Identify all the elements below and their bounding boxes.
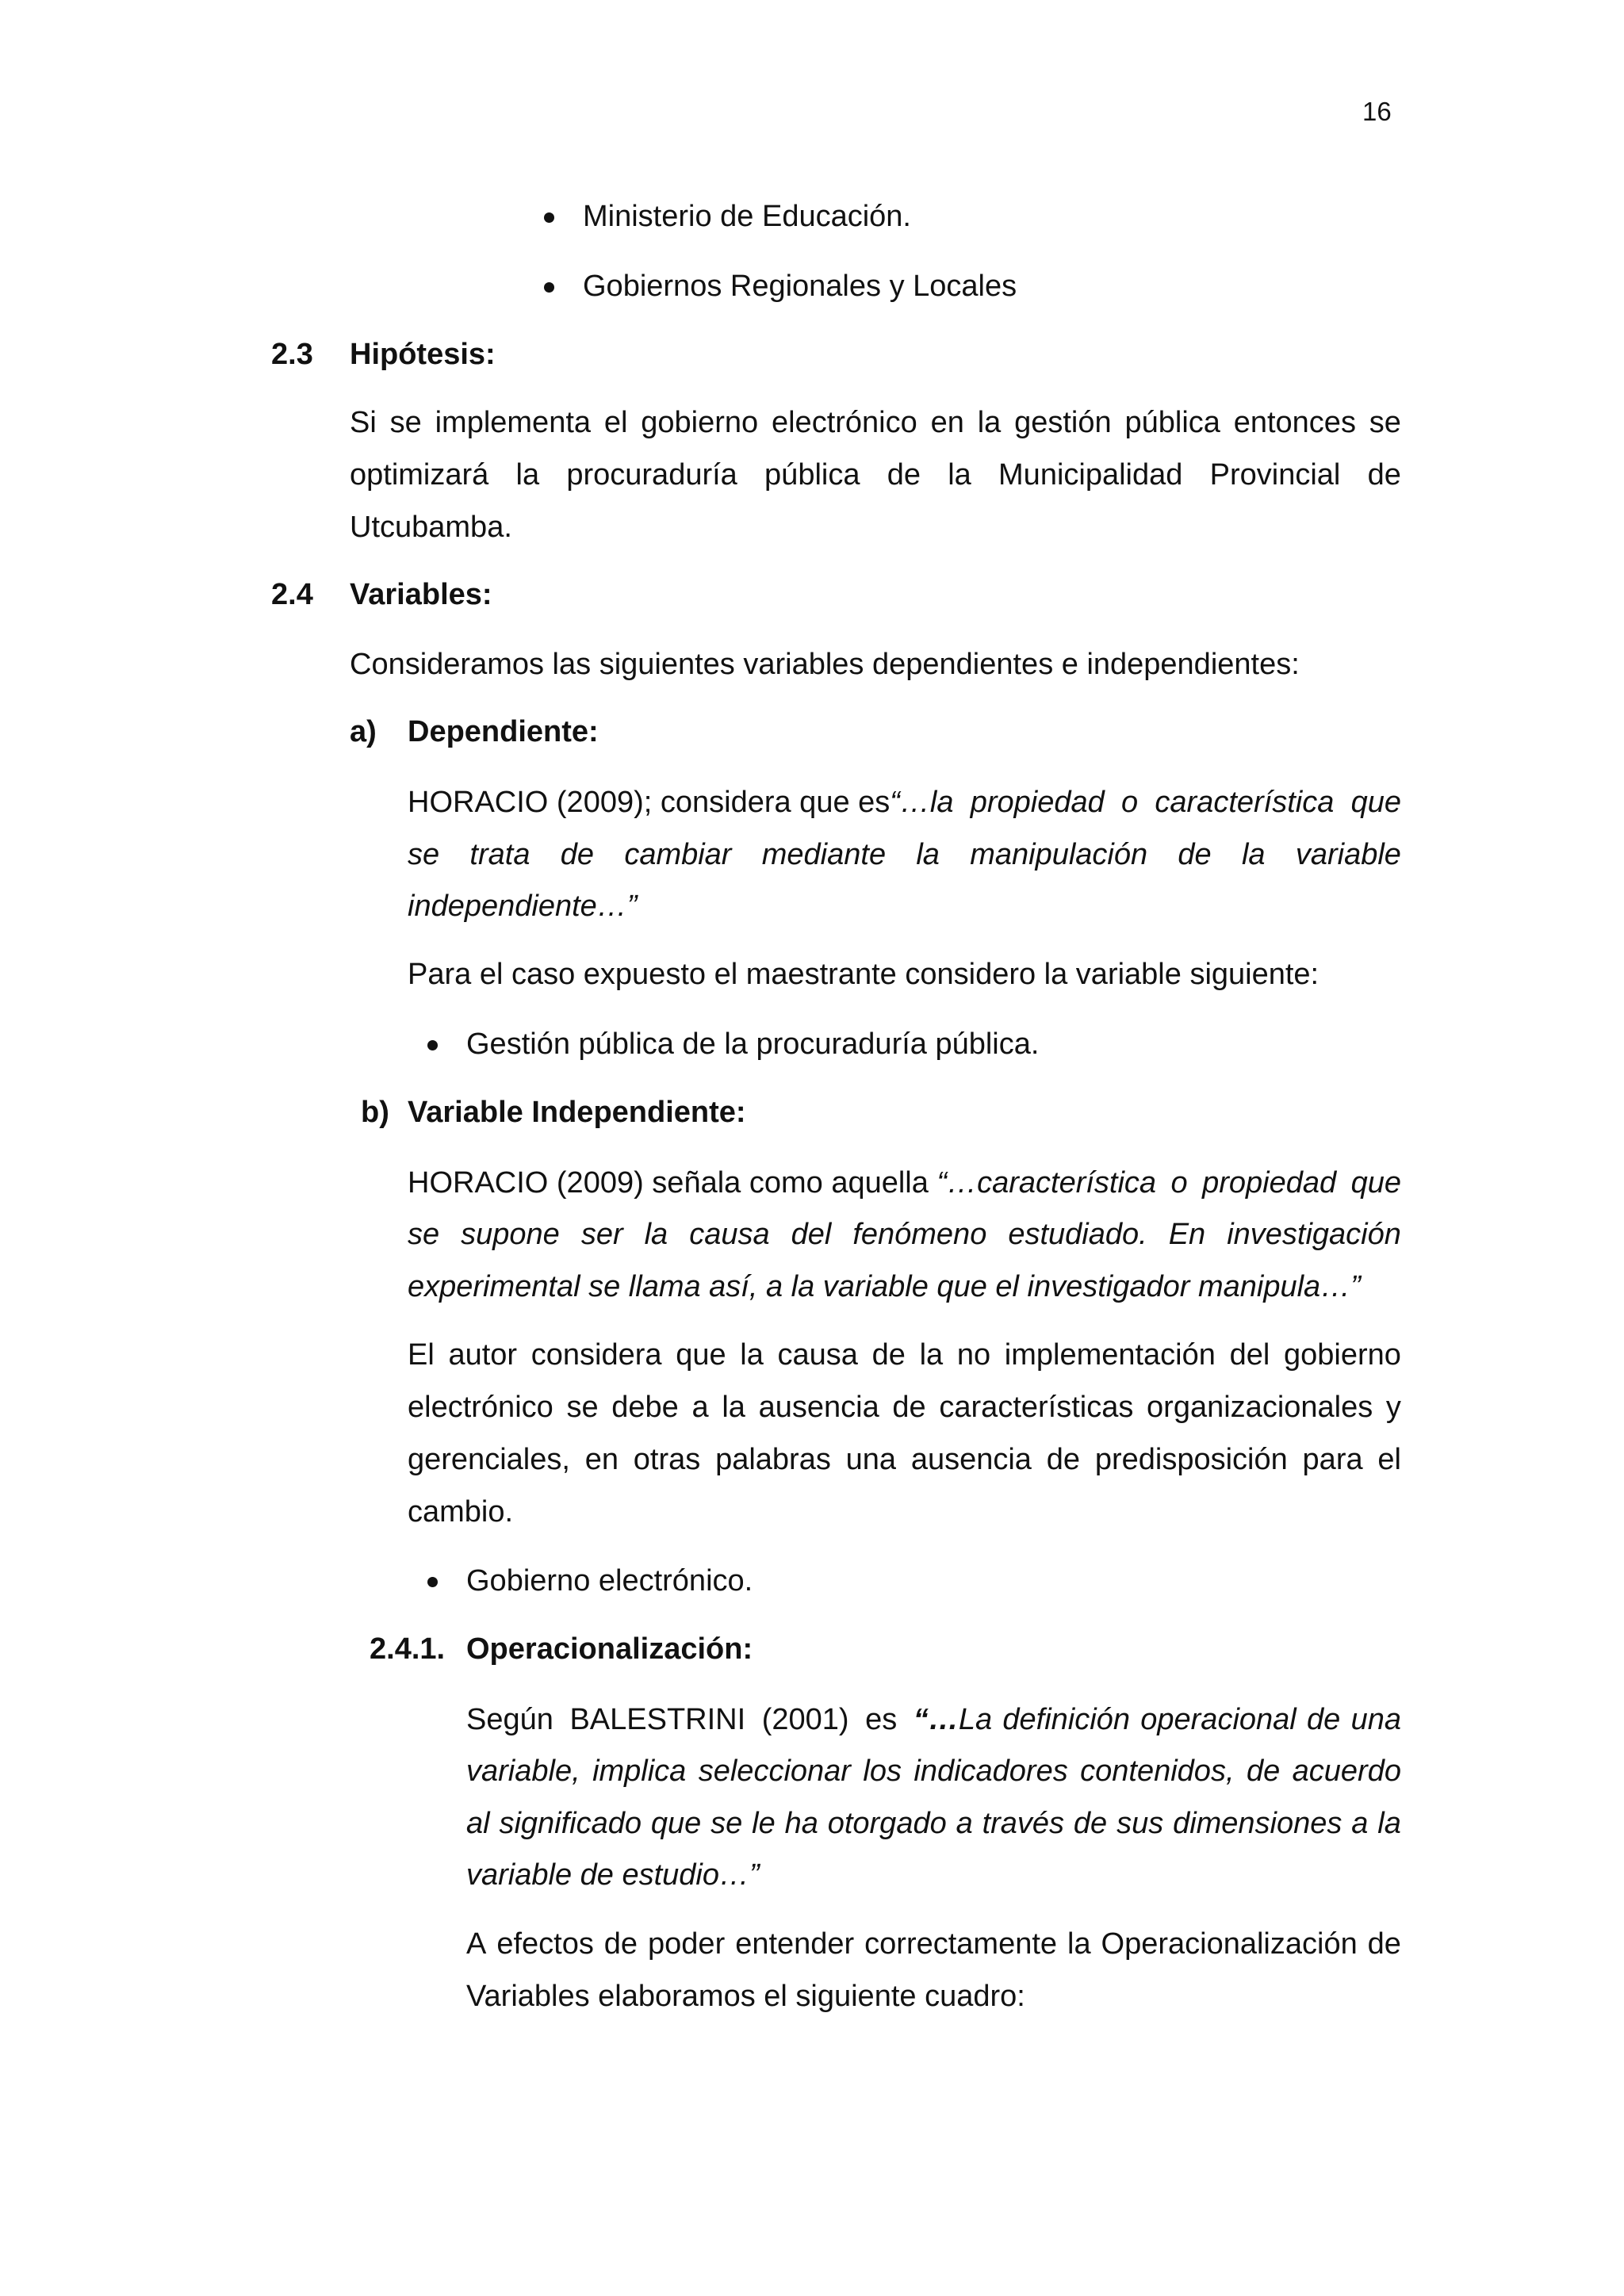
variables-intro: Consideramos las siguientes variables dependientes e independientes: <box>350 648 1300 681</box>
dependiente-quote-italic: “…la propiedad o característica que <box>890 786 1401 819</box>
bullet-dot <box>544 212 554 223</box>
dependiente-bullet: Gestión pública de la procuraduría pública. <box>466 1027 1040 1061</box>
independiente-quote-line-2: se supone ser la causa del fenómeno estudiado. En investigación <box>408 1218 1401 1251</box>
bullet-dot <box>544 282 554 293</box>
independiente-quote-line-1 <box>408 1168 1401 1198</box>
dependiente-quote-line-3: independiente…” <box>408 890 638 923</box>
section-2-3-title: Hipótesis: <box>350 338 496 371</box>
independiente-para-line-4: cambio. <box>408 1495 514 1529</box>
page-number: 16 <box>1362 97 1392 126</box>
independiente-para-line-2: electrónico se debe a la ausencia de características organizacionales y <box>408 1391 1401 1424</box>
independiente-para-line-3: gerenciales, en otras palabras una ausencia de predisposición para el <box>408 1443 1401 1476</box>
section-2-4-1-title: Operacionalización: <box>466 1632 753 1666</box>
operacionalizacion-quote-line-2: variable, implica seleccionar los indicadores contenidos, de acuerdo <box>466 1755 1401 1788</box>
hipotesis-line-2: optimizará la procuraduría pública de la Municipalidad Provincial de <box>350 458 1401 492</box>
independiente-marker: b) <box>361 1096 389 1129</box>
operacionalizacion-quote-italic: La definición operacional de una <box>958 1703 1401 1736</box>
bullet-dot <box>427 1040 438 1050</box>
independiente-para-line-1: El autor considera que la causa de la no implementación del gobierno <box>408 1338 1401 1372</box>
dependiente-quote-line-2: se trata de cambiar mediante la manipulación de la variable <box>408 838 1401 871</box>
operacionalizacion-para-line-2: Variables elaboramos el siguiente cuadro: <box>466 1980 1025 2013</box>
bullet-item-ministerio: Ministerio de Educación. <box>583 200 911 233</box>
independiente-title: Variable Independiente: <box>408 1096 746 1129</box>
independiente-quote-line-3: experimental se llama así, a la variable que el investigador manipula…” <box>408 1270 1361 1303</box>
dependiente-case-text: Para el caso expuesto el maestrante considero la variable siguiente: <box>408 958 1320 991</box>
independiente-bullet: Gobierno electrónico. <box>466 1564 753 1598</box>
dependiente-title: Dependiente: <box>408 715 599 748</box>
operacionalizacion-quote-line-4: variable de estudio…” <box>466 1858 760 1892</box>
dependiente-marker: a) <box>350 715 377 748</box>
hipotesis-line-1: Si se implementa el gobierno electrónico en la gestión pública entonces se <box>350 406 1401 439</box>
section-2-3-number: 2.3 <box>271 338 313 371</box>
bullet-item-gobiernos: Gobiernos Regionales y Locales <box>583 270 1017 303</box>
operacionalizacion-para-line-1: A efectos de poder entender correctamente la Operacionalización de <box>466 1927 1401 1961</box>
operacionalizacion-quote-line-1 <box>466 1705 1401 1735</box>
hipotesis-line-3: Utcubamba. <box>350 511 512 544</box>
operacionalizacion-quote-open: “… <box>913 1703 959 1736</box>
dependiente-quote-line-1 <box>408 787 1401 817</box>
bullet-dot <box>427 1577 438 1587</box>
dependiente-quote-prefix: HORACIO (2009); considera que es <box>408 786 891 819</box>
operacionalizacion-quote-line-3: al significado que se le ha otorgado a través de sus dimensiones a la <box>466 1807 1401 1840</box>
section-2-4-title: Variables: <box>350 578 492 611</box>
independiente-quote-italic: “…característica o propiedad que <box>936 1166 1401 1200</box>
section-2-4-1-number: 2.4.1. <box>370 1632 446 1666</box>
independiente-quote-prefix: HORACIO (2009) señala como aquella <box>408 1166 937 1200</box>
section-2-4-number: 2.4 <box>271 578 313 611</box>
operacionalizacion-quote-prefix: Según BALESTRINI (2001) es <box>466 1703 914 1736</box>
